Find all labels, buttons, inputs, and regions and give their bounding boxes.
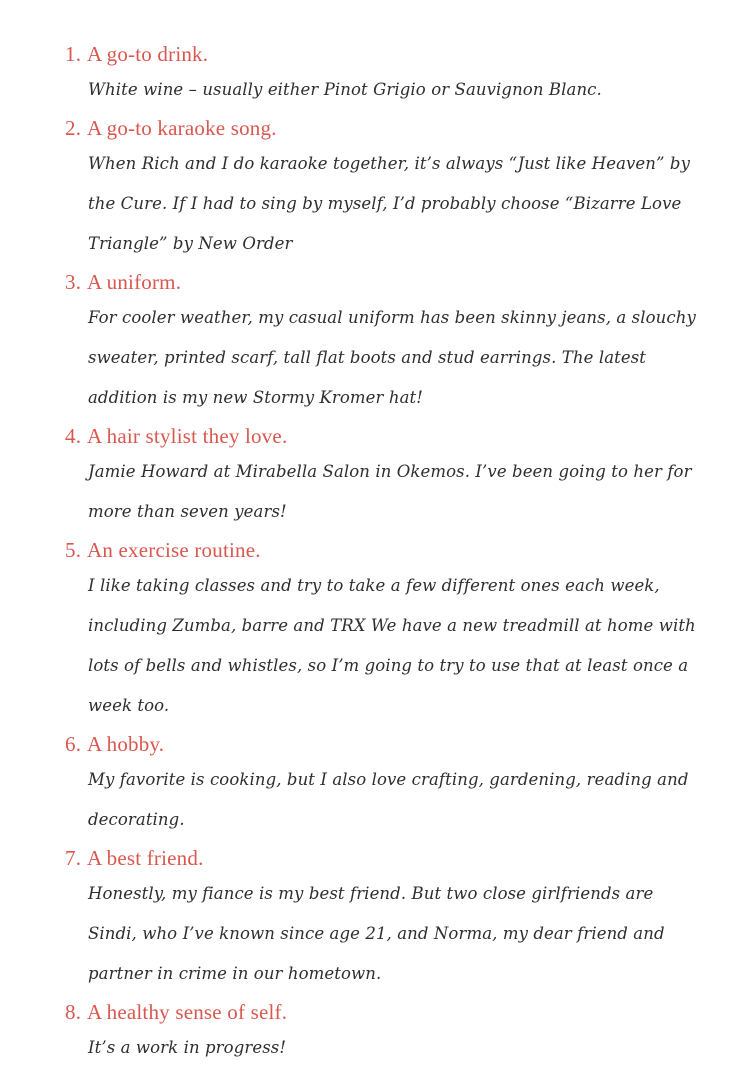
item-body: When Rich and I do karaoke together, it’s always “Just like Heaven” by the Cure. If I had to sing by myself, I’d probably choose “Bizarre Love Triangle” by New Order xyxy=(88,154,690,253)
item-heading xyxy=(65,115,701,141)
item-heading xyxy=(65,269,701,295)
item-number: 1. xyxy=(65,42,82,66)
item-heading xyxy=(65,999,701,1025)
item-body: Jamie Howard at Mirabella Salon in Okemos. I’ve been going to her for more than seven years! xyxy=(88,462,692,521)
item-body: My favorite is cooking, but I also love crafting, gardening, reading and decorating. xyxy=(88,770,689,829)
list-item xyxy=(65,731,701,840)
item-title: A hair stylist they love. xyxy=(87,424,288,448)
item-number: 6. xyxy=(65,732,82,756)
list-item xyxy=(65,41,701,110)
list-item xyxy=(65,537,701,726)
item-body: I like taking classes and try to take a few different ones each week, including Zumba, barre and TRX We have a new treadmill at home with lots of bells and whistles, so I’m going to try to use that at least once a week too. xyxy=(88,576,696,715)
item-number: 5. xyxy=(65,538,82,562)
list-item xyxy=(65,999,701,1068)
item-title: A go-to drink. xyxy=(87,42,209,66)
item-heading xyxy=(65,845,701,871)
item-title: An exercise routine. xyxy=(87,538,261,562)
item-title: A uniform. xyxy=(87,270,182,294)
list xyxy=(65,41,701,1068)
item-heading xyxy=(65,423,701,449)
item-body: It’s a work in progress! xyxy=(88,1038,287,1057)
item-number: 4. xyxy=(65,424,82,448)
item-title: A go-to karaoke song. xyxy=(87,116,277,140)
list-item xyxy=(65,115,701,264)
item-body: White wine – usually either Pinot Grigio or Sauvignon Blanc. xyxy=(88,80,602,99)
item-body: For cooler weather, my casual uniform has been skinny jeans, a slouchy sweater, printed scarf, tall flat boots and stud earrings. The latest addition is my new Stormy Kromer hat! xyxy=(88,308,696,407)
item-number: 2. xyxy=(65,116,82,140)
item-title: A hobby. xyxy=(87,732,165,756)
item-heading xyxy=(65,41,701,67)
item-heading xyxy=(65,731,701,757)
list-item xyxy=(65,845,701,994)
item-body: Honestly, my fiance is my best friend. But two close girlfriends are Sindi, who I’ve known since age 21, and Norma, my dear friend and partner in crime in our hometown. xyxy=(88,884,665,983)
list-item xyxy=(65,423,701,532)
item-number: 3. xyxy=(65,270,82,294)
item-title: A healthy sense of self. xyxy=(87,1000,288,1024)
item-number: 8. xyxy=(65,1000,82,1024)
item-number: 7. xyxy=(65,846,82,870)
item-heading xyxy=(65,537,701,563)
item-title: A best friend. xyxy=(87,846,204,870)
list-item xyxy=(65,269,701,418)
